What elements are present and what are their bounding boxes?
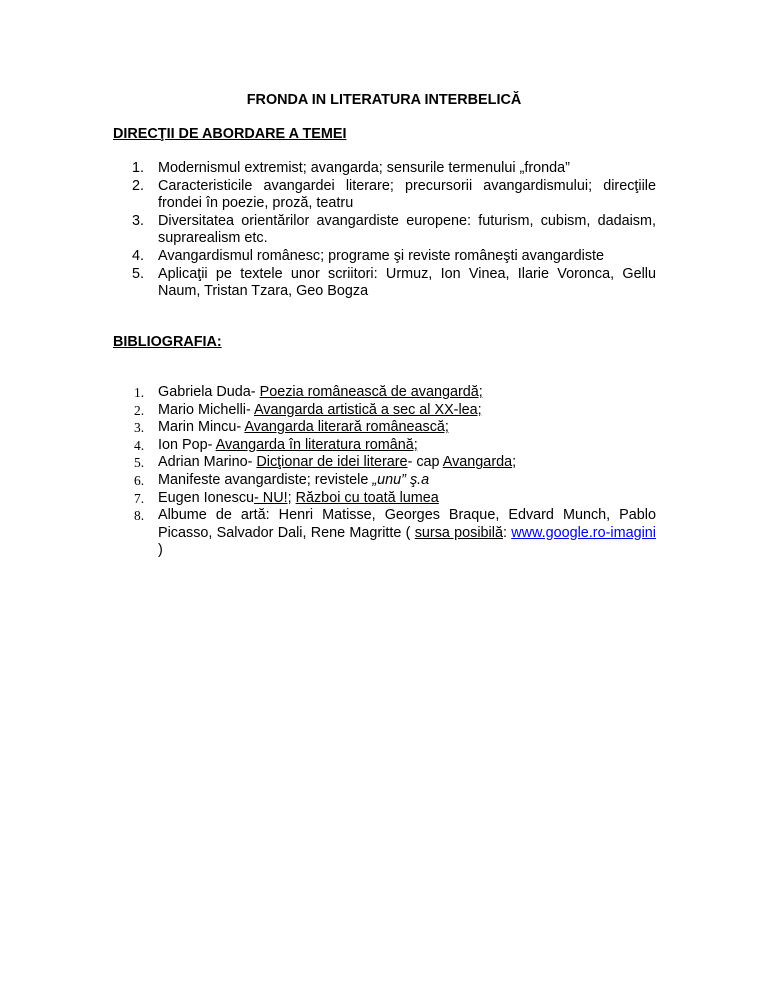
list-number: 3. — [134, 420, 145, 436]
bibliography-author: Gabriela Duda- — [158, 384, 260, 400]
bibliography-author: Adrian Marino- — [158, 454, 257, 471]
list-number: 8. — [134, 508, 145, 524]
directii-list — [132, 160, 656, 301]
bibliography-work-title: Dicţionar de idei literare — [256, 454, 408, 471]
list-item — [132, 160, 656, 178]
list-item — [132, 247, 656, 266]
list-item-text: Diversitatea orientărilor avangardiste europene: futurism, cubism, dadaism, suprarealism etc. — [158, 212, 656, 247]
list-number: 2. — [134, 402, 145, 418]
bibliography-item — [134, 454, 656, 472]
bibliography-work-title: Poezia românească de avangardă; — [259, 384, 483, 400]
list-item-text: Caracteristicile avangardei literare; precursorii avangardismului; direcţiile frondei în poezie, proză, teatru — [158, 177, 656, 212]
bibliography-item — [134, 436, 656, 455]
list-item — [132, 212, 656, 248]
list-number: 2. — [132, 177, 145, 194]
list-item-text: Avangardismul românesc; programe şi reviste româneşti avangardiste — [158, 247, 605, 264]
bibliography-work-title-2: Război cu toată lumea — [295, 489, 439, 506]
bibliografia-list — [134, 384, 656, 560]
bibliography-separator: - cap — [407, 454, 443, 471]
list-item — [132, 177, 656, 213]
list-number: 6. — [134, 472, 145, 488]
bibliography-author: Albume de artă: Henri Matisse, Georges Braque, Edvard Munch, Pablo Picasso, Salvador Dali, Rene Magritte ( — [158, 507, 656, 541]
document-title: FRONDA IN LITERATURA INTERBELICĂ — [246, 92, 522, 108]
bibliography-item — [134, 507, 656, 560]
list-item — [132, 265, 656, 301]
bibliography-author: Marin Mincu- — [158, 419, 245, 436]
bibliography-source-label: sursa posibilă — [414, 524, 503, 541]
bibliography-author: Mario Michelli- — [158, 401, 254, 418]
bibliography-item — [134, 384, 656, 402]
google-images-link[interactable]: www.google.ro-imagini — [511, 524, 656, 541]
list-item-text: Aplicaţii pe textele unor scriitori: Urmuz, Ion Vinea, Ilarie Voronca, Gellu Naum, Tristan Tzara, Geo Bogza — [158, 265, 656, 300]
bibliography-work-title: Avangarda în literatura română; — [215, 436, 418, 453]
list-number: 5. — [134, 455, 145, 471]
list-number: 4. — [134, 437, 145, 453]
list-number: 1. — [132, 160, 145, 176]
list-number: 7. — [134, 490, 145, 506]
bibliography-work-title: Avangarda artistică a sec al XX-lea; — [253, 401, 482, 418]
bibliography-tail: ) — [158, 542, 163, 559]
bibliography-item — [134, 471, 656, 490]
list-item-text: Modernismul extremist; avangarda; sensurile termenului „fronda” — [158, 160, 570, 176]
bibliography-journal-title: „unu” ş.a — [372, 471, 430, 488]
bibliography-chapter-title: Avangarda — [442, 454, 513, 471]
bibliography-author: Eugen Ionescu — [158, 489, 255, 506]
list-number: 1. — [134, 385, 145, 400]
bibliography-separator: : — [502, 524, 512, 541]
bibliography-author: Manifeste avangardiste; revistele — [158, 471, 373, 488]
bibliography-item — [134, 419, 656, 437]
list-number: 3. — [132, 212, 145, 229]
bibliography-item — [134, 489, 656, 508]
bibliography-work-title: Avangarda literară românească; — [244, 419, 449, 436]
list-number: 4. — [132, 247, 145, 264]
bibliography-author: Ion Pop- — [158, 436, 216, 453]
section-heading-directii: DIRECŢII DE ABORDARE A TEMEI — [113, 126, 347, 142]
bibliography-item — [134, 401, 656, 420]
bibliography-work-title: - NU!; — [254, 489, 292, 506]
section-heading-bibliografia: BIBLIOGRAFIA: — [113, 334, 222, 350]
bibliography-tail: ; — [512, 454, 517, 471]
list-number: 5. — [132, 265, 145, 282]
